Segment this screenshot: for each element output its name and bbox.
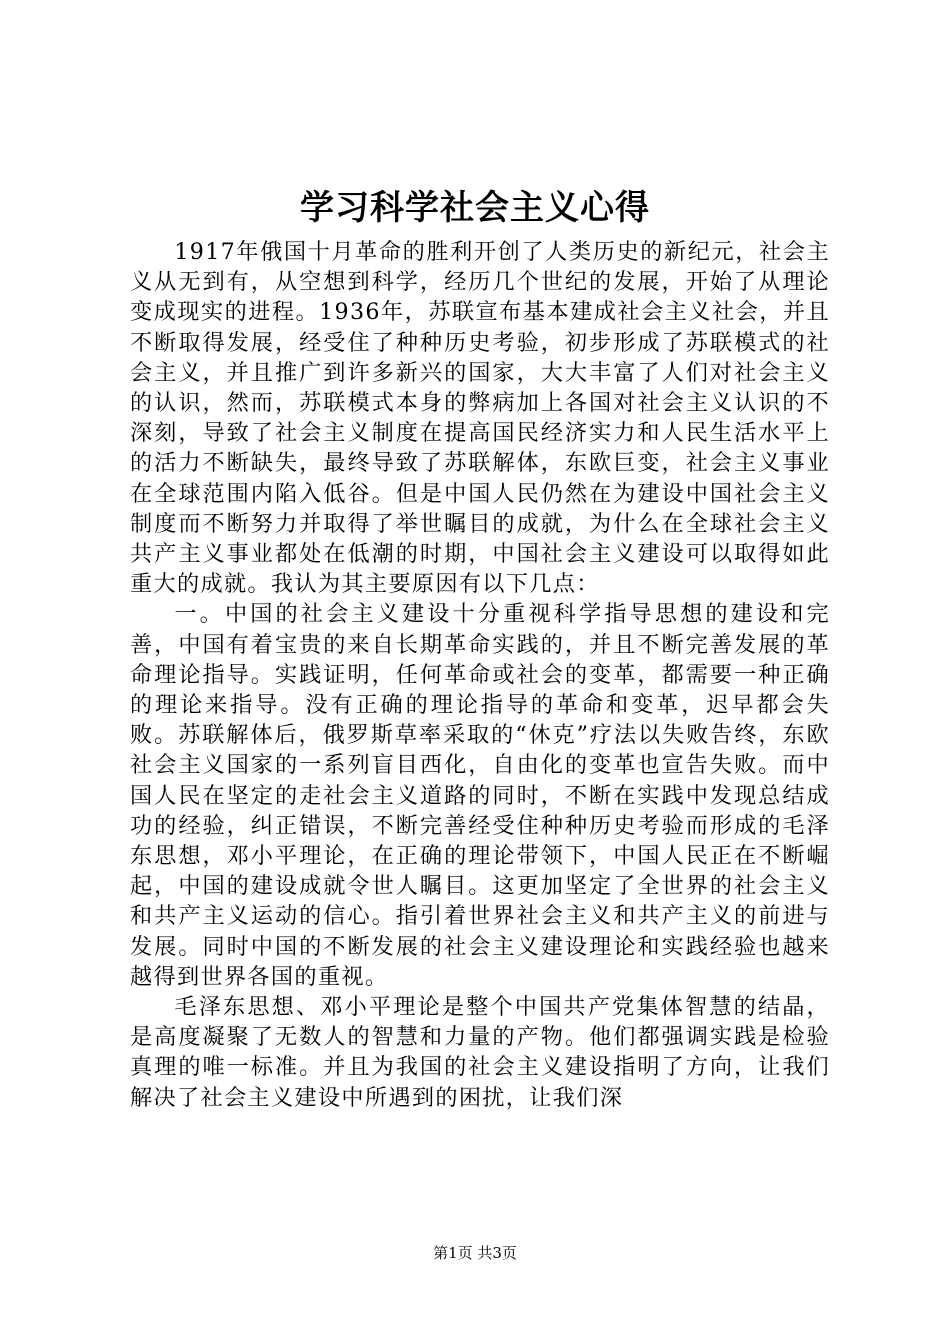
paragraph-intro: 1917年俄国十月革命的胜利开创了人类历史的新纪元，社会主义从无到有，从空想到科学，经历几个世纪的发展，开始了从理论变成现实的进程。1936年，苏联宣布基本建成社会主义社会，并且不断取得发展，经受住了种种历史考验，初步形成了苏联模式的社会主义，并且推广到许多新兴的国家，大大丰富了人们对社会主义的认识，然而，苏联模式本身的弊病加上各国对社会主义认识的不深刻，导致了社会主义制度在提高国民经济实力和人民生活水平上的活力不断缺失，最终导致了苏联解体，东欧巨变，社会主义事业在全球范围内陷入低谷。但是中国人民仍然在为建设中国社会主义制度而不断努力并取得了举世瞩目的成就，为什么在全球社会主义共产主义事业都处在低潮的时期，中国社会主义建设可以取得如此重大的成就。我认为其主要原因有以下几点： — [130, 239, 830, 598]
paragraph-theory: 毛泽东思想、邓小平理论是整个中国共产党集体智慧的结晶，是高度凝聚了无数人的智慧和力量的产物。他们都强调实践是检验真理的唯一标准。并且为我国的社会主义建设指明了方向，让我们解决了社会主义建设中所遇到的困扰，让我们深 — [130, 994, 830, 1111]
document-title: 学习科学社会主义心得 — [300, 188, 650, 228]
paragraph-point-one: 一。中国的社会主义建设十分重视科学指导思想的建设和完善，中国有着宝贵的来自长期革命实践的，并且不断完善发展的革命理论指导。实践证明，任何革命或社会的变革，都需要一种正确的理论来指导。没有正确的理论指导的革命和变革，迟早都会失败。苏联解体后，俄罗斯草率采取的“休克”疗法以失败告终，东欧社会主义国家的一系列盲目西化，自由化的变革也宣告失败。而中国人民在坚定的走社会主义道路的同时，不断在实践中发现总结成功的经验，纠正错误，不断完善经受住种种历史考验而形成的毛泽东思想，邓小平理论，在正确的理论带领下，中国人民正在不断崛起，中国的建设成就令世人瞩目。这更加坚定了全世界的社会主义和共产主义运动的信心。指引着世界社会主义和共产主义的前进与发展。同时中国的不断发展的社会主义建设理论和实践经验也越来越得到世界各国的重视。 — [130, 601, 830, 990]
page-footer: 第1页 共3页 — [433, 1244, 517, 1262]
document-body — [130, 237, 830, 1113]
